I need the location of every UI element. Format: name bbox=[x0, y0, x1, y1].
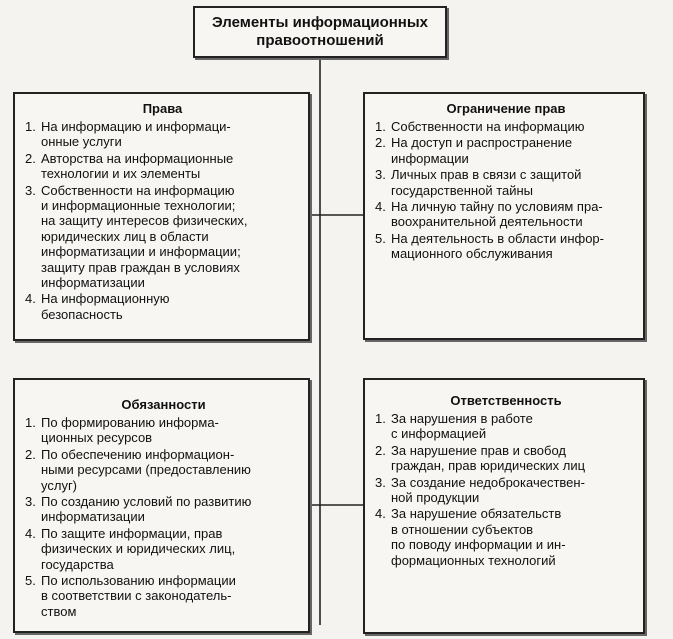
item-text-line: в соответствии с законодатель- bbox=[41, 588, 232, 604]
list-item bbox=[375, 135, 637, 166]
item-text-line: воохранительной деятельности bbox=[391, 214, 583, 230]
list-item bbox=[375, 443, 637, 474]
limits-heading: Ограничение прав bbox=[446, 101, 566, 116]
item-number: 3. bbox=[375, 474, 386, 490]
item-text-line: На доступ и распространение bbox=[391, 135, 573, 151]
item-text-line: онные услуги bbox=[41, 134, 122, 150]
duties-panel bbox=[13, 378, 310, 633]
list-item bbox=[25, 573, 302, 619]
list-item bbox=[25, 415, 302, 446]
list-item bbox=[375, 475, 637, 506]
root-title-line-2: правоотношений bbox=[256, 32, 384, 49]
item-text-line: За создание недоброкачествен- bbox=[391, 474, 585, 490]
item-text-line: За нарушения в работе bbox=[391, 411, 533, 426]
item-number: 4. bbox=[25, 291, 36, 307]
item-text-line: формационных технологий bbox=[391, 552, 556, 568]
item-number: 3. bbox=[25, 182, 36, 198]
list-item bbox=[25, 494, 302, 525]
rights-list bbox=[25, 119, 300, 322]
item-text-line: ными ресурсами (предоставлению bbox=[41, 462, 251, 478]
item-text-line: информатизации и информации; bbox=[41, 244, 241, 260]
item-text-line: Собственности на информацию bbox=[391, 119, 585, 134]
list-item bbox=[375, 199, 637, 230]
item-text-line: Авторства на информационные bbox=[41, 150, 234, 166]
item-text-line: защиту прав граждан в условиях bbox=[41, 259, 240, 275]
item-text-line: безопасность bbox=[41, 306, 123, 322]
root-node bbox=[193, 6, 447, 58]
item-number: 5. bbox=[375, 230, 386, 246]
item-text-line: За нарушение обязательств bbox=[391, 506, 562, 522]
list-item bbox=[375, 506, 637, 568]
item-number: 4. bbox=[375, 199, 386, 215]
item-text-line: информатизации bbox=[41, 509, 145, 525]
responsibility-list bbox=[375, 411, 637, 568]
duties-list bbox=[25, 415, 302, 619]
item-text-line: По защите информации, прав bbox=[41, 525, 223, 541]
item-text-line: За нарушение прав и свобод bbox=[391, 442, 566, 458]
item-text-line: государственной тайны bbox=[391, 182, 534, 198]
rights-heading: Права bbox=[142, 101, 183, 116]
item-text-line: услуг) bbox=[41, 477, 78, 493]
item-number: 1. bbox=[25, 415, 36, 430]
root-title-line-1: Элементы информационных bbox=[211, 14, 429, 31]
list-item bbox=[25, 291, 300, 322]
item-text-line: На личную тайну по условиям пра- bbox=[391, 199, 603, 215]
list-item bbox=[25, 119, 300, 150]
list-item bbox=[25, 526, 302, 572]
item-text-line: ционных ресурсов bbox=[41, 430, 153, 446]
list-item bbox=[25, 183, 300, 291]
list-item bbox=[375, 167, 637, 198]
responsibility-heading: Ответственность bbox=[450, 393, 562, 408]
item-number: 3. bbox=[375, 167, 386, 183]
item-text-line: На деятельность в области инфор- bbox=[391, 230, 604, 246]
list-item bbox=[375, 411, 637, 442]
limits-list bbox=[375, 119, 637, 262]
item-number: 4. bbox=[375, 506, 386, 522]
item-number: 5. bbox=[25, 573, 36, 589]
item-text-line: На информационную bbox=[41, 291, 170, 307]
list-item bbox=[375, 119, 637, 134]
list-item bbox=[375, 231, 637, 262]
item-text-line: на защиту интересов физических, bbox=[41, 213, 248, 229]
item-number: 2. bbox=[25, 446, 36, 462]
item-number: 4. bbox=[25, 525, 36, 541]
rights-panel bbox=[13, 92, 310, 341]
limits-panel bbox=[363, 92, 645, 340]
item-number: 2. bbox=[375, 135, 386, 151]
item-text-line: в отношении субъектов bbox=[391, 521, 534, 537]
item-text-line: с информацией bbox=[391, 426, 487, 442]
item-text-line: По использованию информации bbox=[41, 573, 236, 589]
item-number: 1. bbox=[375, 119, 386, 134]
item-text-line: по поводу информации и ин- bbox=[391, 537, 566, 553]
item-text-line: информатизации bbox=[41, 275, 145, 291]
item-number: 1. bbox=[25, 119, 36, 134]
duties-heading: Обязанности bbox=[121, 397, 206, 412]
item-text-line: По обеспечению информацион- bbox=[41, 446, 235, 462]
item-text-line: ством bbox=[41, 603, 77, 619]
item-text-line: На информацию и информаци- bbox=[41, 119, 231, 134]
item-text-line: государства bbox=[41, 556, 114, 572]
item-text-line: граждан, прав юридических лиц bbox=[391, 458, 586, 474]
responsibility-panel bbox=[363, 378, 645, 634]
item-text-line: информации bbox=[391, 150, 469, 166]
item-number: 3. bbox=[25, 494, 36, 510]
item-text-line: Собственности на информацию bbox=[41, 182, 235, 198]
list-item bbox=[25, 447, 302, 493]
list-item bbox=[25, 151, 300, 182]
item-text-line: и информационные технологии; bbox=[41, 198, 236, 214]
item-number: 1. bbox=[375, 411, 386, 426]
item-text-line: По формированию информа- bbox=[41, 415, 219, 430]
item-text-line: мационного обслуживания bbox=[391, 246, 553, 262]
item-number: 2. bbox=[25, 150, 36, 166]
item-text-line: ной продукции bbox=[391, 490, 480, 506]
item-number: 2. bbox=[375, 442, 386, 458]
item-text-line: технологии и их элементы bbox=[41, 166, 201, 182]
item-text-line: По созданию условий по развитию bbox=[41, 494, 252, 510]
item-text-line: Личных прав в связи с защитой bbox=[391, 167, 582, 183]
item-text-line: юридических лиц в области bbox=[41, 228, 209, 244]
item-text-line: физических и юридических лиц, bbox=[41, 541, 236, 557]
